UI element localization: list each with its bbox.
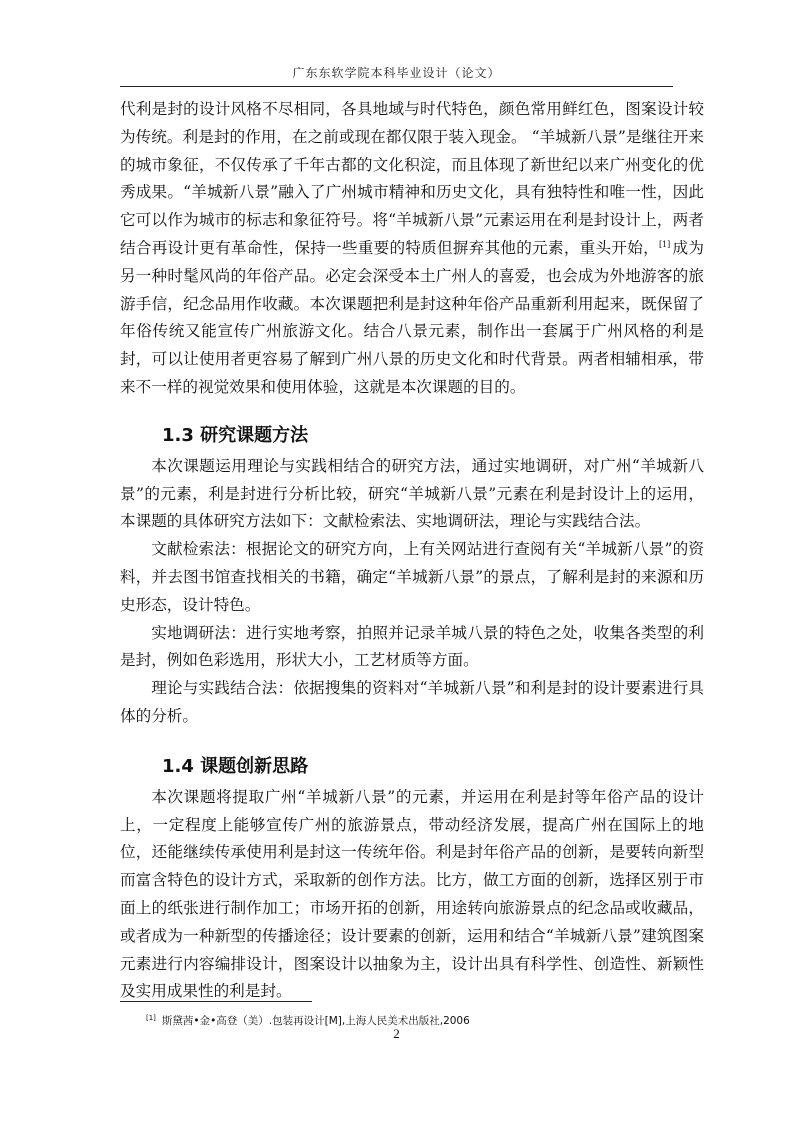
- intro-text: 代利是封的设计风格不尽相同，各具地域与时代特色，颜色常用鲜红色，图案设计较为传统。利是封的作用，在之前或现在都仅限于装入现金。 “羊城新八景”是继往开来的城市象征，不仅传承了千年古都的文化积淀，而且体现了新世纪以来广州变化的优秀成果。“羊城新八景”融入了广州城市精神和历史文化，具有独特性和唯一性，因此它可以作为城市的标志和象征符号。将“羊城新八景”元素运用在利是封设计上，两者结合再设计更有革命性，保持一些重要的特质但摒弃其他的元素，重头开始，: [120, 100, 704, 257]
- footnote-rule: [120, 1001, 312, 1002]
- intro-paragraph: [120, 96, 704, 402]
- section-heading-1-3: 1.3 研究课题方法: [162, 424, 309, 446]
- section-1-3-paragraph-2: 文献检索法：根据论文的研究方向，上有关网站进行查阅有关“羊城新八景”的资料，并去图书馆查找相关的书籍，确定“羊城新八景”的景点，了解利是封的来源和历史形态，设计特色。: [120, 540, 704, 614]
- page-number: 2: [393, 1026, 400, 1041]
- section-1-3-paragraph-4: 理论与实践结合法：依据搜集的资料对“羊城新八景”和利是封的设计要素进行具体的分析。: [120, 679, 704, 725]
- page-header: 广东东软学院本科毕业设计（论文）: [292, 66, 501, 80]
- section-1-3-paragraph-1: 本次课题运用理论与实践相结合的研究方法，通过实地调研，对广州“羊城新八景”的元素，利是封进行分析比较，研究“羊城新八景”元素在利是封设计上的运用，本课题的具体研究方法如下：文献检索法、实地调研法，理论与实践结合法。: [120, 456, 704, 531]
- footnote-marker: [1]: [146, 1014, 156, 1022]
- section-1-4-paragraph: 本次课题将提取广州“羊城新八景”的元素，并运用在利是封等年俗产品的设计上，一定程度上能够宣传广州的旅游景点，带动经济发展，提高广州在国际上的地位，还能继续传承使用利是封这一传统年俗。利是封年俗产品的创新，是要转向新型而富含特色的设计方式，采取新的创作方法。比方，做工方面的创新，选择区别于市面上的纸张进行制作加工；市场开拓的创新，用途转向旅游景点的纪念品或收藏品，或者成为一种新型的传播途径；设计要素的创新，运用和结合“羊城新八景”建筑图案元素进行内容编排设计，图案设计以抽象为主，设计出具有科学性、创造性、新颖性及实用成果性的利是封。: [120, 787, 704, 1001]
- header-rule: [120, 86, 673, 87]
- section-heading-1-4: 1.4 课题创新思路: [162, 755, 309, 777]
- intro-text-continued: 成为另一种时髦风尚的年俗产品。必定会深受本土广州人的喜爱，也会成为外地游客的旅游手信，纪念品用作收藏。本次课题把利是封这种年俗产品重新利用起来，既保留了年俗传统又能宣传广州旅游文化。结合八景元素，制作出一套属于广州风格的利是封，可以让使用者更容易了解到广州八景的历史文化和时代背景。两者相辅相承，带来不一样的视觉效果和使用体验，这就是本次课题的目的。: [120, 238, 704, 396]
- footnote-reference[interactable]: [1]: [658, 239, 671, 249]
- page-body: [120, 96, 704, 1006]
- section-1-3-paragraph-3: 实地调研法：进行实地考察，拍照并记录羊城八景的特色之处，收集各类型的利是封，例如色彩选用，形状大小，工艺材质等方面。: [120, 623, 704, 670]
- footnote-text: 斯黛茜•金•高登（美）.包装再设计[M],上海人民美术出版社,2006: [161, 1015, 470, 1027]
